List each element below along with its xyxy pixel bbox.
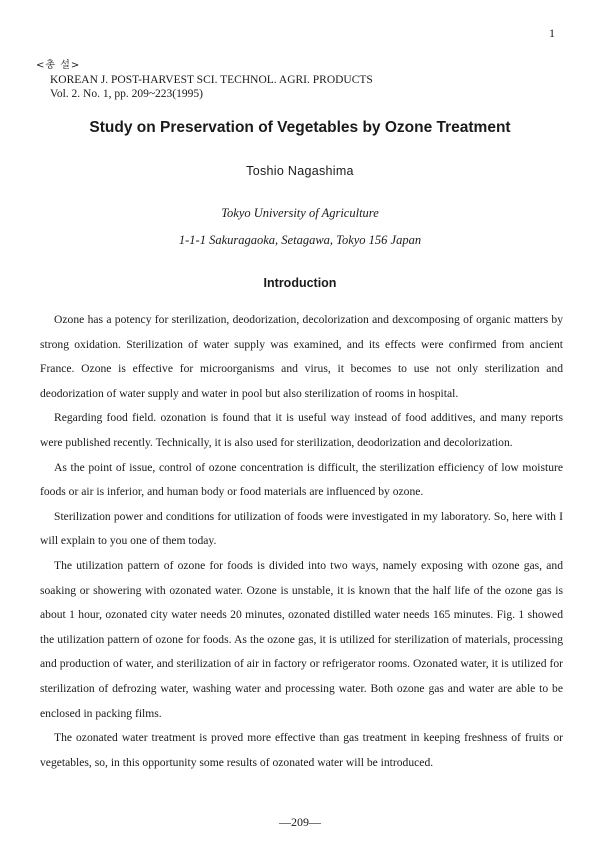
affiliation-address: 1-1-1 Sakuragaoka, Setagawa, Tokyo 156 Japan [178,233,422,247]
paragraph: The utilization pattern of ozone for foods is divided into two ways, namely exposing with ozone gas, and soaking or showering with ozonated water. Ozone is unstable, it is known that the half life of the ozone gas is about 1 hour, ozonated city water needs 20 minutes, ozonated distilled water needs 165 minutes. Fig. 1 showed the utilization pattern of ozone for foods. As the ozone gas, it is utilized for sterilization of materials, processing and production of water, and sterilization of air in factory or refrigerator rooms. Ozonated water, it is utilized for sterilization of defrozing water, washing water and processing water. Both ozone gas and water are able to be enclosed in packing films. [40,558,563,720]
paper-title: Study on Preservation of Vegetables by Ozone Treatment [89,119,511,136]
journal-header [36,59,373,101]
page-folio: —209— [279,815,321,829]
paragraph: Regarding food field. ozonation is found that it is useful way instead of food additives, and many reports were published recently. Technically, it is also used for sterilization, deodorization and decolorization. [40,411,563,449]
body-text [40,308,563,775]
affiliation-institution: Tokyo University of Agriculture [221,206,379,220]
paragraph: As the point of issue, control of ozone concentration is difficult, the sterilization efficiency of low moisture foods or air is inferior, and human body or food materials are influenced by ozone. [40,460,563,499]
journal-name: KOREAN J. POST-HARVEST SCI. TECHNOL. AGRI. PRODUCTS [50,74,373,86]
corner-page-number: 1 [549,26,555,40]
author-name: Toshio Nagashima [246,164,354,178]
article-type-tag: <총 설> [36,60,81,71]
section-heading: Introduction [263,276,337,290]
journal-volume: Vol. 2. No. 1, pp. 209~223(1995) [50,88,203,100]
paragraph: Ozone has a potency for sterilization, deodorization, decolorization and dexcomposing of organic matters by strong oxidation. Sterilization of water supply was examined, and its effects were confirmed from ancient France. Ozone is effective for microorganisms and virus, it becomes to use not only sterilization and deodorization of water supply and water in pool but also sterilization of rooms in hospital. [40,313,563,400]
paragraph: Sterilization power and conditions for utilization of foods were investigated in my laboratory. So, here with I will explain to you one of them today. [40,509,563,548]
paragraph: The ozonated water treatment is proved more effective than gas treatment in keeping freshness of fruits or vegetables, so, in this opportunity some results of ozonated water will be introduced. [40,731,563,769]
